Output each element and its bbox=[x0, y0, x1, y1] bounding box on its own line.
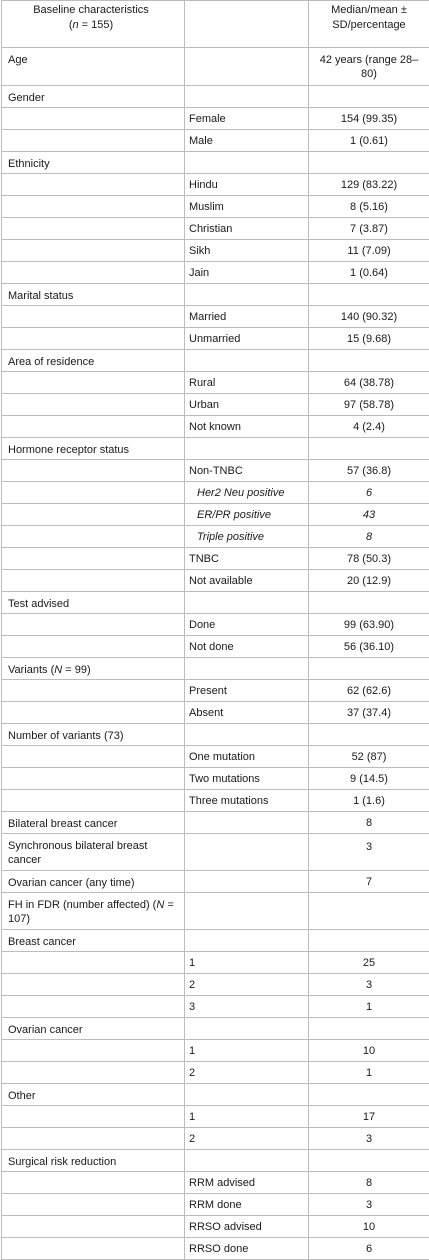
characteristic-text: Area of residence bbox=[8, 356, 94, 368]
row-category bbox=[185, 724, 309, 746]
table-row bbox=[2, 1150, 429, 1172]
table-row bbox=[2, 394, 429, 416]
row-characteristic bbox=[2, 1062, 185, 1084]
row-category: Hindu bbox=[185, 174, 309, 196]
row-value: 8 bbox=[309, 1172, 429, 1194]
row-characteristic bbox=[2, 834, 185, 871]
characteristic-text: Ethnicity bbox=[8, 158, 50, 170]
row-value: 6 bbox=[309, 1238, 429, 1260]
table-row bbox=[2, 658, 429, 680]
characteristic-text: Test advised bbox=[8, 598, 69, 610]
table-row bbox=[2, 570, 429, 592]
row-characteristic bbox=[2, 328, 185, 350]
row-value: 97 (58.78) bbox=[309, 394, 429, 416]
row-characteristic bbox=[2, 174, 185, 196]
row-characteristic bbox=[2, 196, 185, 218]
characteristic-text: Ovarian cancer bbox=[8, 1024, 83, 1036]
row-category: Sikh bbox=[185, 240, 309, 262]
row-category: Married bbox=[185, 306, 309, 328]
row-category bbox=[185, 48, 309, 86]
row-value: 1 bbox=[309, 1062, 429, 1084]
row-value: 8 bbox=[309, 812, 429, 834]
table-row bbox=[2, 952, 429, 974]
row-value: 7 bbox=[309, 871, 429, 893]
table-row bbox=[2, 196, 429, 218]
characteristic-text: Other bbox=[8, 1090, 36, 1102]
row-characteristic bbox=[2, 812, 185, 834]
header-characteristics-open: ( bbox=[69, 19, 73, 31]
row-characteristic bbox=[2, 746, 185, 768]
table-row bbox=[2, 1018, 429, 1040]
table-row bbox=[2, 262, 429, 284]
table-row bbox=[2, 768, 429, 790]
row-characteristic bbox=[2, 724, 185, 746]
row-category bbox=[185, 834, 309, 871]
row-characteristic bbox=[2, 592, 185, 614]
row-category: 3 bbox=[185, 996, 309, 1018]
row-characteristic bbox=[2, 1194, 185, 1216]
table-row bbox=[2, 130, 429, 152]
row-characteristic bbox=[2, 952, 185, 974]
row-characteristic bbox=[2, 1238, 185, 1260]
row-category: RRSO done bbox=[185, 1238, 309, 1260]
row-category: 2 bbox=[185, 1128, 309, 1150]
table-row bbox=[2, 871, 429, 893]
characteristic-text: Breast cancer bbox=[8, 936, 76, 948]
table-row bbox=[2, 460, 429, 482]
row-characteristic bbox=[2, 871, 185, 893]
row-value: 1 (0.61) bbox=[309, 130, 429, 152]
row-characteristic bbox=[2, 658, 185, 680]
row-value: 11 (7.09) bbox=[309, 240, 429, 262]
table-row bbox=[2, 724, 429, 746]
row-characteristic bbox=[2, 416, 185, 438]
table-row bbox=[2, 702, 429, 724]
row-value: 8 bbox=[309, 526, 429, 548]
row-category bbox=[185, 1084, 309, 1106]
row-characteristic bbox=[2, 372, 185, 394]
table-row bbox=[2, 306, 429, 328]
table-header-row bbox=[2, 1, 429, 48]
characteristic-text: Bilateral breast cancer bbox=[8, 818, 117, 830]
row-category: Three mutations bbox=[185, 790, 309, 812]
baseline-characteristics-table bbox=[1, 0, 429, 1260]
row-category bbox=[185, 812, 309, 834]
row-value: 52 (87) bbox=[309, 746, 429, 768]
row-characteristic bbox=[2, 614, 185, 636]
characteristic-text: Age bbox=[8, 54, 28, 66]
row-category bbox=[185, 658, 309, 680]
table-row bbox=[2, 240, 429, 262]
row-category: Present bbox=[185, 680, 309, 702]
row-value: 25 bbox=[309, 952, 429, 974]
row-category bbox=[185, 592, 309, 614]
row-characteristic bbox=[2, 768, 185, 790]
table-row bbox=[2, 152, 429, 174]
row-value: 9 (14.5) bbox=[309, 768, 429, 790]
row-value bbox=[309, 1150, 429, 1172]
characteristic-text: Surgical risk reduction bbox=[8, 1156, 116, 1168]
row-category bbox=[185, 871, 309, 893]
table-row bbox=[2, 284, 429, 306]
row-characteristic bbox=[2, 460, 185, 482]
table-row bbox=[2, 350, 429, 372]
row-category: Two mutations bbox=[185, 768, 309, 790]
row-category: ER/PR positive bbox=[185, 504, 309, 526]
table-row bbox=[2, 680, 429, 702]
row-value: 37 (37.4) bbox=[309, 702, 429, 724]
row-value: 56 (36.10) bbox=[309, 636, 429, 658]
row-value: 10 bbox=[309, 1216, 429, 1238]
row-value: 10 bbox=[309, 1040, 429, 1062]
row-value: 129 (83.22) bbox=[309, 174, 429, 196]
row-category bbox=[185, 438, 309, 460]
row-characteristic bbox=[2, 86, 185, 108]
row-category: 1 bbox=[185, 1106, 309, 1128]
table-row bbox=[2, 1238, 429, 1260]
row-value: 4 (2.4) bbox=[309, 416, 429, 438]
row-category: Done bbox=[185, 614, 309, 636]
table-row bbox=[2, 438, 429, 460]
table-row bbox=[2, 746, 429, 768]
table-row bbox=[2, 218, 429, 240]
table-row bbox=[2, 48, 429, 86]
row-value: 7 (3.87) bbox=[309, 218, 429, 240]
row-characteristic bbox=[2, 130, 185, 152]
row-value bbox=[309, 350, 429, 372]
row-value bbox=[309, 152, 429, 174]
row-characteristic bbox=[2, 262, 185, 284]
row-category bbox=[185, 930, 309, 952]
row-characteristic bbox=[2, 526, 185, 548]
row-characteristic bbox=[2, 1216, 185, 1238]
row-value bbox=[309, 1018, 429, 1040]
row-value bbox=[309, 86, 429, 108]
header-value bbox=[309, 1, 429, 48]
row-value: 140 (90.32) bbox=[309, 306, 429, 328]
row-value: 8 (5.16) bbox=[309, 196, 429, 218]
table-row bbox=[2, 614, 429, 636]
row-characteristic bbox=[2, 548, 185, 570]
row-category bbox=[185, 86, 309, 108]
n-symbol: N bbox=[156, 899, 164, 911]
row-characteristic bbox=[2, 1084, 185, 1106]
row-value: 1 bbox=[309, 996, 429, 1018]
row-value: 78 (50.3) bbox=[309, 548, 429, 570]
table-row bbox=[2, 86, 429, 108]
row-characteristic bbox=[2, 702, 185, 724]
row-value: 42 years (range 28–80) bbox=[309, 48, 429, 86]
row-characteristic bbox=[2, 504, 185, 526]
row-value: 20 (12.9) bbox=[309, 570, 429, 592]
table-row bbox=[2, 930, 429, 952]
characteristic-text: Gender bbox=[8, 92, 45, 104]
row-category: TNBC bbox=[185, 548, 309, 570]
table-row bbox=[2, 526, 429, 548]
row-category bbox=[185, 350, 309, 372]
row-characteristic bbox=[2, 438, 185, 460]
table-row bbox=[2, 328, 429, 350]
row-category: RRM done bbox=[185, 1194, 309, 1216]
row-characteristic bbox=[2, 1040, 185, 1062]
table-row bbox=[2, 1106, 429, 1128]
row-category: 2 bbox=[185, 974, 309, 996]
row-category: Not done bbox=[185, 636, 309, 658]
row-value: 57 (36.8) bbox=[309, 460, 429, 482]
characteristic-text: = 99) bbox=[62, 664, 90, 676]
table-row bbox=[2, 996, 429, 1018]
characteristic-text: Variants ( bbox=[8, 664, 54, 676]
row-category: Christian bbox=[185, 218, 309, 240]
row-category: RRSO advised bbox=[185, 1216, 309, 1238]
row-characteristic bbox=[2, 394, 185, 416]
characteristic-text: Marital status bbox=[8, 290, 73, 302]
row-value bbox=[309, 893, 429, 930]
table-row bbox=[2, 548, 429, 570]
table-row bbox=[2, 174, 429, 196]
table-row bbox=[2, 482, 429, 504]
row-category bbox=[185, 152, 309, 174]
table-row bbox=[2, 1216, 429, 1238]
characteristic-text: Ovarian cancer (any time) bbox=[8, 877, 135, 889]
row-characteristic bbox=[2, 218, 185, 240]
row-value: 154 (99.35) bbox=[309, 108, 429, 130]
row-category: Male bbox=[185, 130, 309, 152]
row-characteristic bbox=[2, 1150, 185, 1172]
table-row bbox=[2, 372, 429, 394]
table-row bbox=[2, 834, 429, 871]
row-category: Rural bbox=[185, 372, 309, 394]
header-characteristics-rest: = 155) bbox=[79, 19, 114, 31]
table-row bbox=[2, 1062, 429, 1084]
row-characteristic bbox=[2, 930, 185, 952]
table-row bbox=[2, 504, 429, 526]
row-category bbox=[185, 893, 309, 930]
row-characteristic bbox=[2, 482, 185, 504]
table-row bbox=[2, 1128, 429, 1150]
row-category: Unmarried bbox=[185, 328, 309, 350]
row-characteristic bbox=[2, 974, 185, 996]
row-value bbox=[309, 658, 429, 680]
header-category bbox=[185, 1, 309, 48]
row-category bbox=[185, 1018, 309, 1040]
row-value bbox=[309, 592, 429, 614]
row-value: 3 bbox=[309, 1128, 429, 1150]
row-value: 64 (38.78) bbox=[309, 372, 429, 394]
table-row bbox=[2, 636, 429, 658]
header-value-line1: Median/mean ± bbox=[331, 4, 407, 16]
characteristic-text: = 107) bbox=[8, 899, 174, 925]
row-value bbox=[309, 1084, 429, 1106]
header-n-symbol: n bbox=[72, 19, 78, 31]
row-category: Female bbox=[185, 108, 309, 130]
row-category: Triple positive bbox=[185, 526, 309, 548]
header-characteristics-line1: Baseline characteristics bbox=[33, 4, 149, 16]
table-row bbox=[2, 1040, 429, 1062]
characteristic-text: Number of variants (73) bbox=[8, 730, 124, 742]
row-value: 62 (62.6) bbox=[309, 680, 429, 702]
row-value bbox=[309, 724, 429, 746]
row-value bbox=[309, 438, 429, 460]
table-row bbox=[2, 812, 429, 834]
characteristic-text: FH in FDR (number affected) ( bbox=[8, 899, 156, 911]
row-category: Absent bbox=[185, 702, 309, 724]
table-row bbox=[2, 416, 429, 438]
row-category: Urban bbox=[185, 394, 309, 416]
table-row bbox=[2, 592, 429, 614]
table-row bbox=[2, 1084, 429, 1106]
characteristic-text: Hormone receptor status bbox=[8, 444, 129, 456]
row-value: 99 (63.90) bbox=[309, 614, 429, 636]
row-characteristic bbox=[2, 306, 185, 328]
row-characteristic bbox=[2, 1128, 185, 1150]
row-characteristic bbox=[2, 570, 185, 592]
row-value: 15 (9.68) bbox=[309, 328, 429, 350]
row-category: RRM advised bbox=[185, 1172, 309, 1194]
table-row bbox=[2, 1194, 429, 1216]
row-value: 6 bbox=[309, 482, 429, 504]
row-characteristic bbox=[2, 284, 185, 306]
row-category: Jain bbox=[185, 262, 309, 284]
row-category: 1 bbox=[185, 1040, 309, 1062]
table-row bbox=[2, 1172, 429, 1194]
row-category: 1 bbox=[185, 952, 309, 974]
row-characteristic bbox=[2, 240, 185, 262]
header-characteristics bbox=[2, 1, 185, 48]
row-category bbox=[185, 1150, 309, 1172]
table-row bbox=[2, 108, 429, 130]
row-value bbox=[309, 930, 429, 952]
table-row bbox=[2, 893, 429, 930]
row-category: One mutation bbox=[185, 746, 309, 768]
table-row bbox=[2, 790, 429, 812]
row-characteristic bbox=[2, 48, 185, 86]
row-value: 3 bbox=[309, 1194, 429, 1216]
row-category: Muslim bbox=[185, 196, 309, 218]
characteristic-text: Synchronous bilateral breast cancer bbox=[8, 840, 147, 866]
header-value-line2: SD/percentage bbox=[332, 19, 405, 31]
row-value: 3 bbox=[309, 974, 429, 996]
row-category: Not available bbox=[185, 570, 309, 592]
row-characteristic bbox=[2, 1018, 185, 1040]
row-characteristic bbox=[2, 893, 185, 930]
row-characteristic bbox=[2, 996, 185, 1018]
row-category: Non-TNBC bbox=[185, 460, 309, 482]
row-characteristic bbox=[2, 152, 185, 174]
row-value: 1 (1.6) bbox=[309, 790, 429, 812]
n-symbol: N bbox=[54, 664, 62, 676]
row-characteristic bbox=[2, 350, 185, 372]
row-category: Not known bbox=[185, 416, 309, 438]
row-category: 2 bbox=[185, 1062, 309, 1084]
table-row bbox=[2, 974, 429, 996]
table-body bbox=[2, 1, 429, 1260]
row-value: 1 (0.64) bbox=[309, 262, 429, 284]
row-value: 43 bbox=[309, 504, 429, 526]
row-characteristic bbox=[2, 1172, 185, 1194]
row-category bbox=[185, 284, 309, 306]
row-characteristic bbox=[2, 636, 185, 658]
row-characteristic bbox=[2, 108, 185, 130]
row-characteristic bbox=[2, 790, 185, 812]
row-value bbox=[309, 284, 429, 306]
row-value: 17 bbox=[309, 1106, 429, 1128]
row-category: Her2 Neu positive bbox=[185, 482, 309, 504]
row-characteristic bbox=[2, 1106, 185, 1128]
row-characteristic bbox=[2, 680, 185, 702]
row-value: 3 bbox=[309, 834, 429, 871]
